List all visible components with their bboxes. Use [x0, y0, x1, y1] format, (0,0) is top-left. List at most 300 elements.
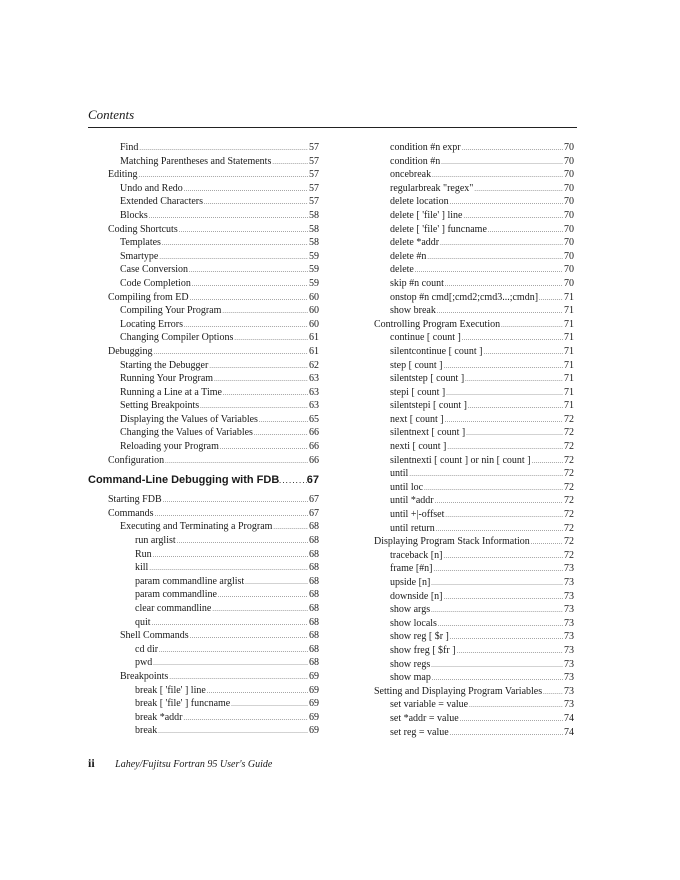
- page-footer: [88, 756, 272, 771]
- toc-entry-page: 67: [309, 507, 319, 519]
- footer-page-number: ii: [88, 756, 95, 770]
- toc-entry-page: 66: [309, 427, 319, 439]
- toc-entry[interactable]: [88, 209, 319, 223]
- toc-entry[interactable]: [88, 643, 319, 657]
- toc-entry[interactable]: [88, 575, 319, 589]
- dot-leader: [190, 291, 308, 305]
- toc-entry-label: delete #n: [390, 250, 427, 262]
- toc-entry[interactable]: [374, 318, 574, 332]
- toc-entry[interactable]: [88, 493, 319, 507]
- toc-entry-label: Executing and Terminating a Program: [120, 521, 273, 533]
- toc-entry-page: 62: [309, 359, 319, 371]
- toc-entry-page: 72: [564, 454, 574, 466]
- toc-entry-page: 58: [309, 209, 319, 221]
- toc-entry-page: 66: [309, 441, 319, 453]
- toc-entry[interactable]: [88, 440, 319, 454]
- dot-leader: [460, 712, 563, 726]
- dot-leader: [409, 467, 563, 481]
- toc-entry-label: Templates: [120, 237, 161, 249]
- toc-entry[interactable]: [374, 726, 574, 740]
- dot-leader: [463, 209, 563, 223]
- toc-entry[interactable]: [374, 209, 574, 223]
- dot-leader: [169, 670, 308, 684]
- toc-entry-label: downside [n]: [390, 590, 443, 602]
- toc-entry[interactable]: [88, 223, 319, 237]
- dot-leader: [469, 698, 563, 712]
- toc-entry-page: 60: [309, 305, 319, 317]
- toc-entry-label: clear commandline: [135, 603, 212, 614]
- toc-entry[interactable]: [88, 195, 319, 209]
- toc-entry-label: traceback [n]: [390, 549, 443, 561]
- toc-left-list-2: [88, 493, 319, 738]
- toc-entry-page: 73: [564, 672, 574, 684]
- toc-entry-page: 70: [564, 277, 574, 289]
- toc-entry-page: 70: [564, 250, 574, 262]
- toc-entry-page: 69: [309, 670, 319, 682]
- toc-entry-label: break *addr: [135, 711, 183, 723]
- dot-leader: [162, 236, 308, 250]
- toc-entry-label: Displaying Program Stack Information: [374, 536, 530, 548]
- toc-right-list: [374, 141, 574, 739]
- dot-leader: [435, 494, 563, 508]
- dot-leader: [153, 548, 308, 562]
- toc-entry[interactable]: [88, 684, 319, 698]
- toc-entry[interactable]: [88, 454, 319, 468]
- toc-entry-page: 58: [309, 223, 319, 235]
- toc-entry-page: 71: [564, 386, 574, 398]
- dot-leader: [234, 331, 308, 345]
- dot-leader: [153, 345, 308, 359]
- toc-entry-label: Running Your Program: [120, 373, 214, 385]
- toc-entry-page: 73: [564, 577, 574, 588]
- toc-entry[interactable]: [374, 141, 574, 155]
- toc-entry-label: set variable = value: [390, 699, 469, 711]
- toc-entry-label: Blocks: [120, 209, 148, 221]
- toc-entry-page: 59: [309, 250, 319, 262]
- toc-entry-label: Displaying the Values of Variables: [120, 413, 258, 425]
- dot-leader: [462, 331, 563, 345]
- toc-entry[interactable]: [88, 345, 319, 359]
- toc-entry[interactable]: [374, 644, 574, 658]
- toc-entry[interactable]: [88, 426, 319, 440]
- toc-entry-label: param commandline: [135, 589, 217, 601]
- dot-leader: [450, 630, 563, 644]
- toc-entry-page: 70: [564, 196, 574, 208]
- toc-entry-page: 68: [309, 643, 319, 655]
- toc-entry[interactable]: [374, 291, 574, 305]
- dot-leader: [189, 263, 308, 277]
- dot-leader: [445, 508, 563, 522]
- dot-leader: [438, 617, 563, 631]
- toc-entry-label: show freg [ $fr ]: [390, 644, 456, 656]
- toc-entry-page: 63: [309, 386, 319, 398]
- toc-entry[interactable]: [374, 508, 574, 522]
- toc-entry[interactable]: [374, 522, 574, 536]
- toc-entry-page: 70: [564, 142, 574, 153]
- footer-book-title: Lahey/Fujitsu Fortran 95 User's Guide: [115, 759, 273, 770]
- chapter-page: 67: [306, 474, 319, 487]
- toc-entry[interactable]: [374, 562, 574, 576]
- toc-entry[interactable]: [374, 277, 574, 291]
- toc-entry[interactable]: [88, 711, 319, 725]
- toc-entry[interactable]: [88, 588, 319, 602]
- dot-leader: [432, 671, 563, 685]
- dot-leader: [543, 685, 563, 699]
- dot-leader: [139, 141, 308, 155]
- toc-entry-label: Commands: [108, 507, 154, 519]
- dot-leader: [149, 561, 308, 575]
- toc-entry[interactable]: [88, 602, 319, 616]
- toc-entry[interactable]: [374, 590, 574, 604]
- toc-entry-label: until: [390, 468, 409, 480]
- toc-entry[interactable]: [88, 182, 319, 196]
- toc-entry-label: cd dir: [135, 643, 159, 655]
- toc-entry-label: Breakpoints: [120, 670, 169, 682]
- dot-leader: [462, 141, 563, 155]
- toc-entry-page: 72: [564, 468, 574, 480]
- toc-entry[interactable]: [88, 507, 319, 521]
- toc-entry-label: Compiling Your Program: [120, 305, 222, 317]
- toc-entry-label: nexti [ count ]: [390, 441, 447, 453]
- toc-entry-label: Starting FDB: [108, 494, 162, 506]
- toc-entry[interactable]: [374, 304, 574, 318]
- dot-leader: [431, 658, 563, 672]
- toc-entry[interactable]: [88, 155, 319, 169]
- toc-entry[interactable]: [88, 168, 319, 182]
- toc-entry[interactable]: [374, 386, 574, 400]
- toc-entry[interactable]: [374, 440, 574, 454]
- toc-entry[interactable]: [88, 291, 319, 305]
- toc-entry[interactable]: [88, 413, 319, 427]
- toc-entry[interactable]: [374, 576, 574, 590]
- toc-entry[interactable]: [88, 399, 319, 413]
- toc-entry-page: 73: [564, 658, 574, 670]
- dot-leader: [441, 155, 563, 169]
- toc-entry[interactable]: [374, 182, 574, 196]
- toc-entry-label: delete location: [390, 196, 449, 208]
- dot-leader: [159, 250, 308, 264]
- toc-entry-page: 71: [564, 400, 574, 412]
- toc-right-column: [374, 141, 574, 739]
- toc-entry-label: show args: [390, 604, 431, 616]
- toc-entry-label: next [ count ]: [390, 413, 444, 425]
- toc-entry-label: pwd: [135, 657, 153, 669]
- dot-leader: [432, 168, 563, 182]
- dot-leader: [138, 168, 308, 182]
- toc-entry-label: until return: [390, 522, 435, 534]
- toc-entry[interactable]: [374, 467, 574, 481]
- toc-entry-page: 72: [564, 509, 574, 521]
- toc-entry-page: 73: [564, 617, 574, 629]
- dot-leader: [437, 304, 563, 318]
- toc-entry-label: delete: [390, 264, 414, 276]
- toc-entry[interactable]: [374, 413, 574, 427]
- toc-entry-page: 61: [309, 345, 319, 357]
- toc-entry[interactable]: [374, 603, 574, 617]
- toc-entry-label: set *addr = value: [390, 712, 459, 724]
- toc-entry-page: 73: [564, 644, 574, 656]
- toc-entry[interactable]: [374, 549, 574, 563]
- toc-entry[interactable]: [374, 685, 574, 699]
- toc-entry[interactable]: [88, 616, 319, 630]
- dot-leader: [204, 195, 308, 209]
- dot-leader: [474, 182, 563, 196]
- toc-entry-page: 58: [309, 237, 319, 249]
- toc-entry[interactable]: [88, 263, 319, 277]
- toc-entry-label: Reloading your Program: [120, 441, 219, 453]
- dot-leader: [466, 426, 563, 440]
- toc-entry-page: 59: [309, 264, 319, 276]
- dot-leader: [465, 372, 563, 386]
- toc-entry-page: 70: [564, 264, 574, 276]
- toc-entry-label: silentstep [ count ]: [390, 373, 465, 385]
- dot-leader: [445, 413, 563, 427]
- toc-entry-page: 74: [564, 726, 574, 738]
- toc-entry-label: kill: [135, 562, 149, 574]
- dot-leader: [436, 522, 563, 536]
- toc-entry[interactable]: [88, 629, 319, 643]
- toc-entry-page: 72: [564, 549, 574, 561]
- dot-leader: [184, 318, 308, 332]
- toc-entry-label: silentstepi [ count ]: [390, 400, 467, 412]
- toc-entry[interactable]: [374, 345, 574, 359]
- toc-entry-page: 73: [564, 699, 574, 711]
- dot-leader: [254, 426, 308, 440]
- toc-entry[interactable]: [374, 481, 574, 495]
- toc-entry-page: 72: [564, 481, 574, 493]
- toc-entry-page: 72: [564, 427, 574, 439]
- toc-entry[interactable]: [374, 155, 574, 169]
- toc-entry-page: 57: [309, 155, 319, 167]
- toc-entry[interactable]: [88, 534, 319, 548]
- dot-leader: [273, 520, 308, 534]
- dot-leader: [446, 386, 563, 400]
- toc-entry-page: 60: [309, 291, 319, 303]
- toc-entry-label: condition #n: [390, 155, 441, 167]
- toc-entry[interactable]: [374, 671, 574, 685]
- toc-entry-label: until *addr: [390, 495, 434, 507]
- toc-entry-page: 72: [564, 522, 574, 534]
- toc-entry-label: Code Completion: [120, 277, 191, 289]
- toc-entry-label: silentnexti [ count ] or nin [ count ]: [390, 454, 531, 466]
- toc-entry-page: 60: [309, 318, 319, 330]
- toc-entry-label: break [ 'file' ] line: [135, 684, 206, 696]
- toc-entry-label: Changing Compiler Options: [120, 332, 234, 344]
- toc-entry-label: Starting the Debugger: [120, 359, 209, 371]
- dot-leader: [539, 291, 563, 305]
- toc-entry-label: Editing: [108, 169, 138, 181]
- dot-leader: [279, 467, 306, 495]
- toc-entry-page: 57: [309, 182, 319, 194]
- toc-entry[interactable]: [88, 318, 319, 332]
- dot-leader: [444, 590, 564, 604]
- toc-entry-label: Undo and Redo: [120, 182, 183, 194]
- toc-entry-label: quit: [135, 616, 151, 628]
- toc-entry[interactable]: [88, 250, 319, 264]
- toc-entry[interactable]: [374, 195, 574, 209]
- toc-entry-page: 68: [309, 562, 319, 574]
- toc-entry-label: Configuration: [108, 454, 165, 466]
- toc-entry[interactable]: [88, 670, 319, 684]
- toc-entry-page: 73: [564, 563, 574, 575]
- toc-entry-label: delete *addr: [390, 237, 440, 249]
- toc-entry[interactable]: [374, 236, 574, 250]
- toc-entry-page: 61: [309, 332, 319, 344]
- toc-entry-label: Setting and Displaying Program Variables: [374, 685, 543, 697]
- toc-entry[interactable]: [88, 331, 319, 345]
- dot-leader: [153, 656, 308, 670]
- dot-leader: [163, 493, 308, 507]
- toc-entry[interactable]: [88, 656, 319, 670]
- dot-leader: [483, 345, 563, 359]
- toc-entry-label: Run: [135, 548, 152, 560]
- dot-leader: [222, 304, 308, 318]
- toc-entry-page: 71: [564, 318, 574, 330]
- dot-leader: [158, 724, 308, 738]
- toc-entry-page: 68: [309, 575, 319, 587]
- toc-entry-page: 71: [564, 373, 574, 385]
- toc-entry[interactable]: [374, 658, 574, 672]
- dot-leader: [183, 711, 308, 725]
- toc-entry[interactable]: [374, 494, 574, 508]
- toc-entry[interactable]: [88, 236, 319, 250]
- toc-entry-page: 71: [564, 359, 574, 371]
- toc-entry-page: 71: [564, 345, 574, 357]
- toc-entry-label: onstop #n cmd[;cmd2;cmd3...;cmdn]: [390, 291, 539, 303]
- toc-entry[interactable]: [374, 426, 574, 440]
- toc-left-list: [88, 141, 319, 467]
- toc-entry-page: 59: [309, 277, 319, 289]
- toc-entry[interactable]: [374, 263, 574, 277]
- toc-entry-page: 68: [309, 521, 319, 533]
- dot-leader: [272, 155, 308, 169]
- dot-leader: [214, 372, 308, 386]
- dot-leader: [433, 562, 563, 576]
- dot-leader: [468, 399, 563, 413]
- toc-entry[interactable]: [374, 223, 574, 237]
- toc-entry-label: show reg [ $r ]: [390, 631, 449, 643]
- dot-leader: [190, 629, 308, 643]
- toc-entry-page: 71: [564, 291, 574, 303]
- toc-entry-label: show regs: [390, 658, 431, 670]
- toc-entry[interactable]: [88, 724, 319, 738]
- toc-entry-page: 57: [309, 142, 319, 153]
- toc-entry-page: 68: [309, 657, 319, 669]
- toc-entry-label: Case Conversion: [120, 264, 189, 276]
- toc-entry-page: 72: [564, 441, 574, 453]
- toc-entry-page: 67: [309, 494, 319, 506]
- toc-entry[interactable]: [374, 250, 574, 264]
- toc-entry[interactable]: [374, 698, 574, 712]
- toc-entry-label: Find: [120, 142, 139, 153]
- toc-entry[interactable]: [88, 277, 319, 291]
- dot-leader: [445, 277, 563, 291]
- toc-entry[interactable]: [374, 712, 574, 726]
- dot-leader: [192, 277, 308, 291]
- toc-entry[interactable]: [88, 561, 319, 575]
- toc-entry-label: skip #n count: [390, 277, 444, 289]
- toc-entry-page: 74: [564, 712, 574, 724]
- toc-entry-label: Locating Errors: [120, 318, 184, 330]
- toc-entry[interactable]: [88, 304, 319, 318]
- toc-entry-label: Shell Commands: [120, 630, 189, 642]
- dot-leader: [424, 481, 563, 495]
- toc-entry-page: 65: [309, 413, 319, 425]
- dot-leader: [200, 399, 308, 413]
- dot-leader: [443, 549, 563, 563]
- toc-entry-page: 73: [564, 590, 574, 602]
- dot-leader: [415, 263, 563, 277]
- toc-entry-label: break: [135, 725, 158, 737]
- toc-entry[interactable]: [374, 168, 574, 182]
- toc-entry-label: oncebreak: [390, 169, 432, 181]
- dot-leader: [149, 209, 308, 223]
- toc-entry-label: Extended Characters: [120, 196, 204, 208]
- toc-entry-page: 68: [309, 589, 319, 601]
- toc-entry-label: show map: [390, 672, 431, 684]
- toc-entry-label: Changing the Values of Variables: [120, 427, 253, 439]
- toc-entry[interactable]: [374, 331, 574, 345]
- toc-entry[interactable]: [374, 359, 574, 373]
- dot-leader: [447, 440, 563, 454]
- toc-entry[interactable]: [88, 372, 319, 386]
- toc-entry-label: Matching Parentheses and Statements: [120, 155, 272, 167]
- toc-entry[interactable]: [374, 372, 574, 386]
- toc-entry[interactable]: [88, 697, 319, 711]
- toc-entry[interactable]: [88, 141, 319, 155]
- toc-entry-label: Smartype: [120, 250, 159, 262]
- toc-entry-page: 70: [564, 209, 574, 221]
- toc-entry[interactable]: [88, 386, 319, 400]
- toc-entry-label: Debugging: [108, 345, 153, 357]
- toc-entry-label: upside [n]: [390, 577, 431, 588]
- toc-entry[interactable]: [374, 617, 574, 631]
- dot-leader: [231, 697, 308, 711]
- dot-leader: [212, 602, 308, 616]
- toc-entry[interactable]: [88, 359, 319, 373]
- dot-leader: [184, 182, 308, 196]
- toc-entry-page: 73: [564, 631, 574, 643]
- toc-entry[interactable]: [374, 454, 574, 468]
- toc-chapter-heading[interactable]: [88, 467, 319, 493]
- dot-leader: [444, 359, 564, 373]
- toc-entry[interactable]: [374, 399, 574, 413]
- dot-leader: [427, 250, 563, 264]
- toc-entry-page: 72: [564, 536, 574, 548]
- toc-entry[interactable]: [374, 535, 574, 549]
- toc-entry[interactable]: [374, 630, 574, 644]
- toc-entry-page: 73: [564, 685, 574, 697]
- dot-leader: [431, 576, 563, 590]
- toc-left-column: [88, 141, 319, 738]
- toc-entry-label: until +|-offset: [390, 509, 445, 521]
- toc-entry[interactable]: [88, 520, 319, 534]
- dot-leader: [532, 454, 563, 468]
- toc-entry[interactable]: [88, 548, 319, 562]
- toc-entry-page: 70: [564, 223, 574, 235]
- toc-entry-page: 57: [309, 169, 319, 181]
- toc-entry-label: silentnext [ count ]: [390, 427, 466, 439]
- toc-entry-page: 63: [309, 373, 319, 385]
- toc-entry-label: until loc: [390, 481, 424, 493]
- toc-entry-page: 68: [309, 603, 319, 614]
- toc-entry-label: break [ 'file' ] funcname: [135, 698, 231, 710]
- toc-entry-label: Controlling Program Execution: [374, 318, 501, 330]
- running-header-title: Contents: [88, 107, 135, 122]
- toc-entry-label: param commandline arglist: [135, 575, 245, 587]
- dot-leader: [457, 644, 563, 658]
- toc-entry-label: regularbreak "regex": [390, 182, 474, 194]
